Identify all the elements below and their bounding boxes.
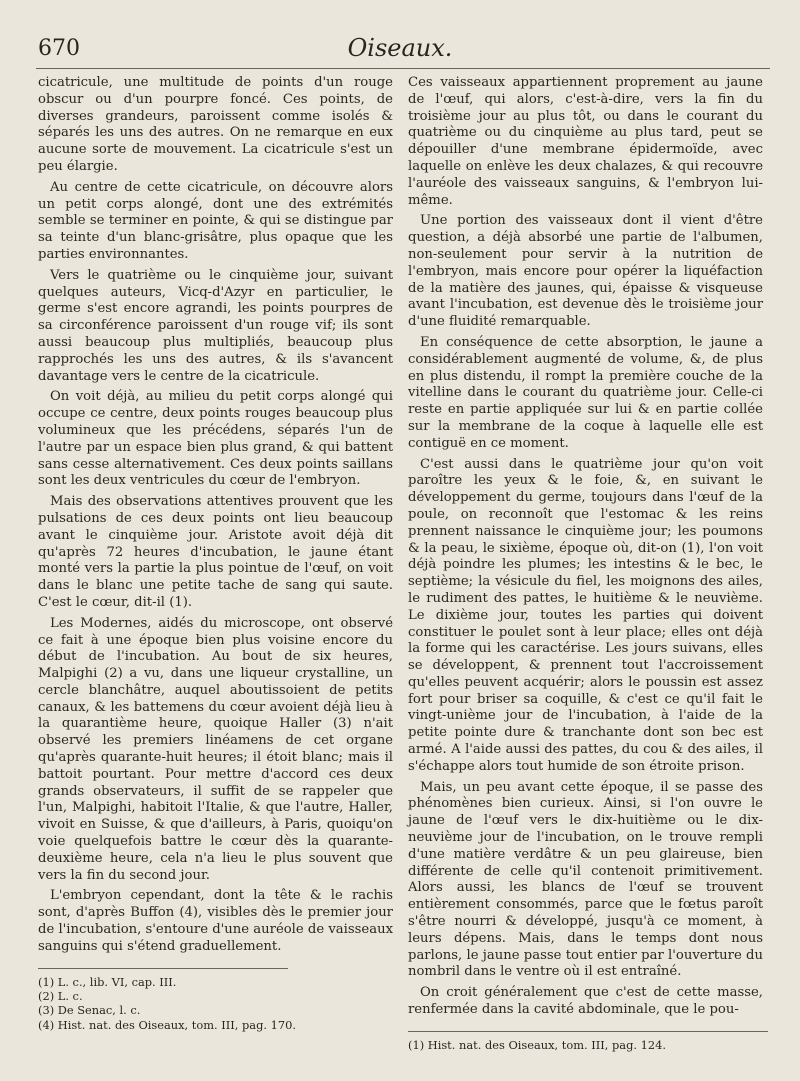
paragraph: Les Modernes, aidés du microscope, ont observé ce fait à une époque bien plus voisine encore du début de l'incubation. Au bout de six heures, Malpighi (2) a vu, dans une liqueur crystalline, un cercle blanchâtre, auquel aboutissoient de petits canaux, & les battemens du cœur avoient déjà lieu à la quarantième heure, quoique Haller (3) n'ait observé les premiers linéamens de cet organe qu'après quarante-huit heures; il étoit blanc; mais il battoit pourtant. Pour mettre d'accord ces deux grands observateurs, il suffit de se rappeler que l'un, Malpighi, habitoit l'Italie, & que l'autre, Haller, vivoit en Suisse, & que d'ailleurs, à Paris, quoiqu'on voie quelquefois battre le cœur dès la quarante-deuxième heure, cela n'a lieu le plus souvent que vers la fin du second jour. [38,615,393,883]
footnotes [38,975,393,1033]
running-title: Oiseaux. [347,34,453,62]
page-number: 670 [38,36,80,61]
footnote-rule [408,1031,768,1032]
paragraph: Mais des observations attentives prouvent que les pulsations de ces deux points ont lieu beaucoup avant le cinquième jour. Aristote avoit déjà dit qu'après 72 heures d'incubation, le jaune étant monté vers la partie la plus pointue de l'œuf, on voit dans le blanc une petite tache de sang qui saute. C'est le cœur, dit-il (1). [38,494,393,610]
paragraph: En conséquence de cette absorption, le jaune a considérablement augmenté de volume, &, de plus en plus distendu, il rompt la première couche de la vitelline dans le courant du quatrième jour. Celle-ci reste en partie appliquée sur lui & en partie collée sur la membrane de la coque à laquelle elle est contiguë en ce moment. [408,334,763,451]
left-column [38,75,393,1032]
paragraph: Au centre de cette cicatricule, on découvre alors un petit corps alongé, dont une des extrémités semble se terminer en pointe, & qui se distingue par sa teinte d'un blanc-grisâtre, plus opaque que les parties environnantes. [38,179,393,262]
paragraph: Vers le quatrième ou le cinquième jour, suivant quelques auteurs, Vicq-d'Azyr en particulier, le germe s'est encore agrandi, les points pourpres de sa circonférence paroissent d'un rouge vif; ils sont aussi beaucoup plus multipliés, beaucoup plus rapprochés les uns des autres, & ils s'avancent davantage vers le centre de la cicatricule. [38,267,393,384]
paragraph: Mais, un peu avant cette époque, il se passe des phénomènes bien curieux. Ainsi, si l'on ouvre le jaune de l'œuf vers le dix-huitième ou le dix-neuvième jour de l'incubation, on le trouve rempli d'une matière verdâtre & un peu glaireuse, bien différente de celle qu'il contenoit primitivement. Alors aussi, les blancs de l'œuf se trouvent entièrement consommés, parce que le fœtus paroît s'être nourri & développé, jusqu'à ce moment, à leurs dépens. Mais, dans le temps dont nous parlons, le jaune passe tout entier par l'ouverture du nombril dans le ventre où il est entraîné. [408,779,763,980]
paragraph: L'embryon cependant, dont la tête & le rachis sont, d'après Buffon (4), visibles dès le premier jour de l'incubation, s'entoure d'une auréole de vaisseaux sanguins qui s'étend graduellement. [38,888,394,954]
paragraph: Ces vaisseaux appartiennent proprement au jaune de l'œuf, qui alors, c'est-à-dire, vers la fin du troisième jour au plus tôt, ou dans le courant du quatrième ou du cinquième au plus tard, peut se dépouiller d'une membrane épidermoïde, avec laquelle on enlève les deux chalazes, & qui recouvre l'auréole des vaisseaux sanguins, & l'embryon lui-même. [408,75,763,208]
paragraph: cicatricule, une multitude de points d'un rouge obscur ou d'un pourpre foncé. Ces points, de diverses grandeurs, paroissent comme isolés & séparés les uns des autres. On ne remarque en eux aucune sorte de mouvement. La cicatricule s'est un peu élargie. [38,75,393,174]
paragraph: Une portion des vaisseaux dont il vient d'être question, a déjà absorbé une partie de l'albumen, non-seulement pour servir à la nutrition de l'embryon, mais encore pour opérer la liquéfaction de la matière des jaunes, qui, épaisse & visqueuse avant l'incubation, est devenue dès le troisième jour d'une fluidité remarquable. [408,213,763,330]
footnote-rule [38,968,288,969]
footnotes [408,1038,763,1052]
paragraph: On croit généralement que c'est de cette masse, renfermée dans la cavité abdominale, que le pou- [408,985,763,1018]
footnote: (3) De Senac, l. c. [38,1003,141,1018]
paragraph: C'est aussi dans le quatrième jour qu'on voit paroître les yeux & le foie, &, en suivant le développement du germe, toujours dans l'œuf de la poule, on reconnoît que l'estomac & les reins prennent naissance le cinquième jour; les poumons & la peau, le sixième, époque où, dit-on (1), l'on voit déjà poindre les plumes; les intestins & le bec, le septième; la vésicule du fiel, les moignons des ailes, le rudiment des pattes, le huitième & le neuvième. Le dixième jour, toutes les parties qui doivent constituer le poulet sont à leur place; elles ont déjà la forme qui les caractérise. Les jours suivans, elles se développent, & prennent tout l'accroissement qu'elles peuvent acquérir; alors le poussin est assez fort pour briser sa coquille, & c'est ce qu'il fait le vingt-unième jour de l'incubation, à l'aide de la petite pointe dure & tranchante dont son bec est armé. A l'aide aussi des pattes, du cou & des ailes, il s'échappe alors tout humide de son étroite prison. [408,456,763,774]
header-rule [36,68,770,69]
footnote: (1) Hist. nat. des Oiseaux, tom. III, pag. 124. [408,1037,666,1052]
page-header [0,30,800,70]
footnote: (4) Hist. nat. des Oiseaux, tom. III, pag. 170. [38,1017,296,1032]
paragraph: On voit déjà, au milieu du petit corps alongé qui occupe ce centre, deux points rouges beaucoup plus volumineux que les précédens, séparés l'un de l'autre par un espace bien plus grand, & qui battent sans cesse alternativement. Ces deux points saillans sont les deux ventricules du cœur de l'embryon. [38,389,393,489]
footnote: (1) L. c., lib. VI, cap. III. [38,974,177,989]
footnote: (2) L. c. [38,989,83,1004]
right-column [408,75,763,1052]
